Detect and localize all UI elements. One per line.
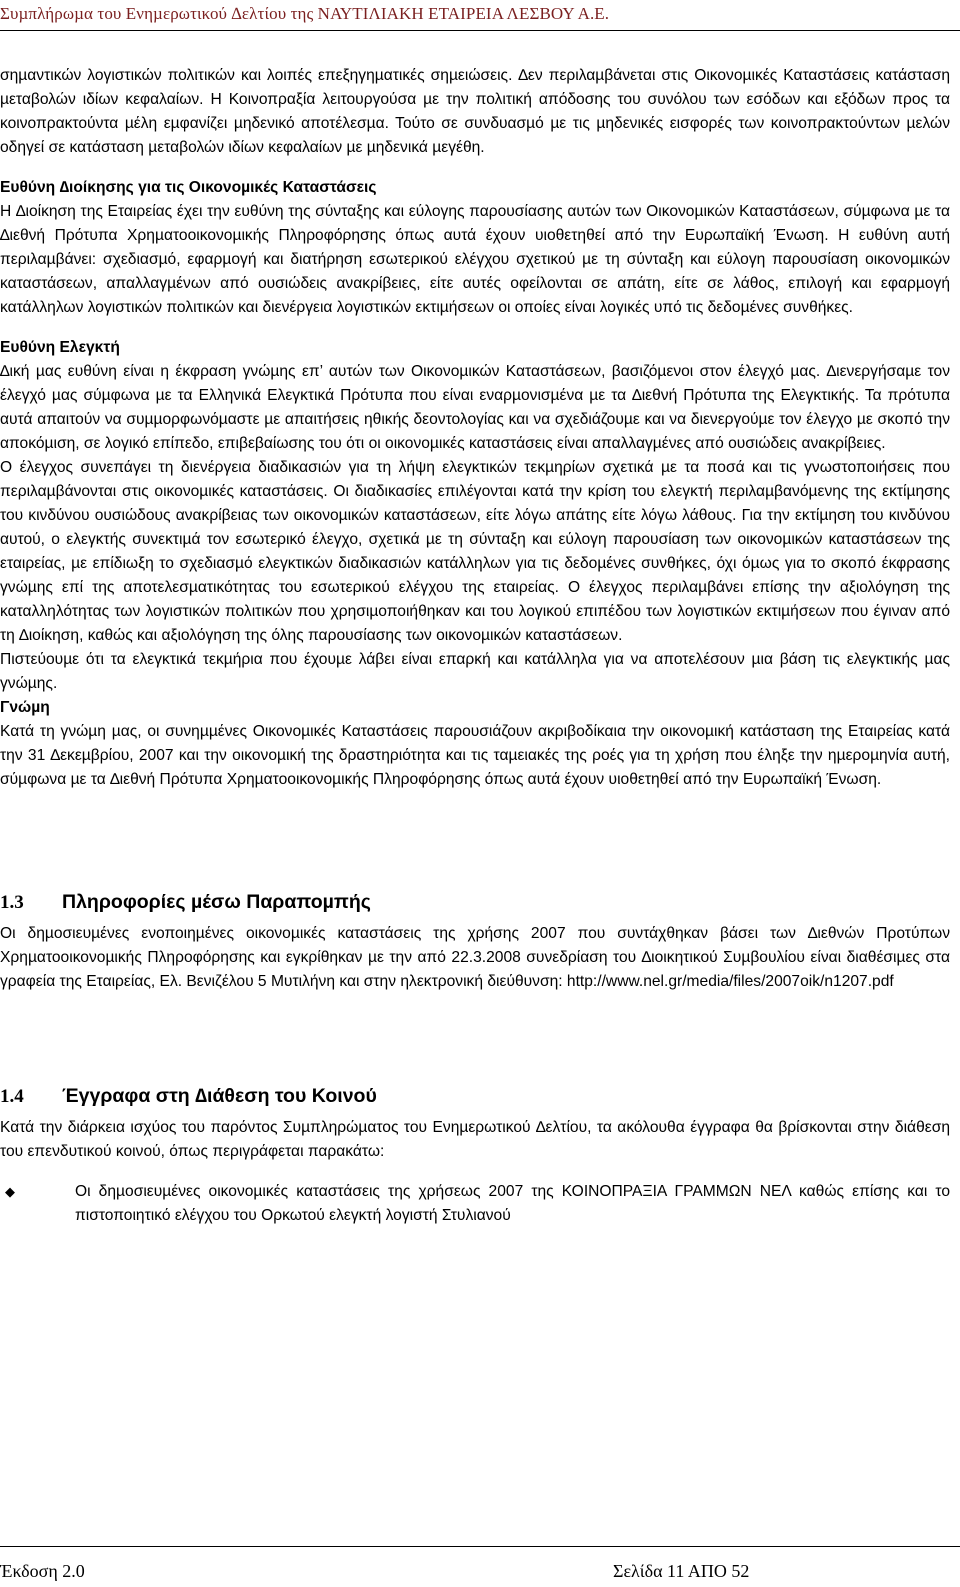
diamond-bullet-icon: ◆ xyxy=(5,1184,15,1199)
opinion-heading: Γνώµη xyxy=(0,699,50,716)
section-1-3-heading xyxy=(0,886,950,918)
section-1-4-heading xyxy=(0,1080,950,1112)
section-1-3-paragraph: Οι δηµοσιευµένες ενοποιηµένες οικονοµικές καταστάσεις της χρήσης 2007 που συντάχθηκαν βάσει των ∆ιεθνών Προτύπων Χρηµατοοικονοµικής Πληροφόρησης και εγκρίθηκαν µε την από 22.3.2008 συνεδρίαση του ∆ιοικητικού Συµβουλίου είναι διαθέσιµες στα γραφεία της Εταιρείας, Ελ. Βενιζέλου 5 Μυτιλήνη και στην ηλεκτρονική διεύθυνση: http://www.nel.gr/media/files/2007oik/n1207.pdf xyxy=(0,925,950,990)
list-item xyxy=(0,1180,950,1228)
page-footer xyxy=(0,1546,960,1587)
management-responsibility-paragraph: Η ∆ιοίκηση της Εταιρείας έχει την ευθύνη της σύνταξης και εύλογης παρουσίασης αυτών των Οικονοµικών Καταστάσεων, σύµφωνα µε τα ∆ιεθνή Πρότυπα Χρηµατοοικονοµικής Πληροφόρησης όπως αυτά έχουν υιοθετηθεί από την Ευρωπαϊκή Ένωση. Η ευθύνη αυτή περιλαµβάνει: σχεδιασµό, εφαρµογή και διατήρηση εσωτερικού ελέγχου σχετικού µε τη σύνταξη και εύλογη παρουσίαση οικονοµικών καταστάσεων, απαλλαγµένων από ουσιώδεις ανακρίβειες, είτε αυτές οφείλονται σε απάτη, είτε σε λάθος, επιλογή και εφαρµογή κατάλληλων λογιστικών πολιτικών και διενέργεια λογιστικών εκτιµήσεων οι οποίες είναι λογικές υπό τις δεδοµένες συνθήκες. xyxy=(0,203,950,316)
opinion-paragraph: Κατά τη γνώµη µας, οι συνηµµένες Οικονοµικές Καταστάσεις παρουσιάζουν ακριβοδίκαια την οικονοµική κατάσταση της Εταιρείας κατά την 31 ∆εκεµβρίου, 2007 και την οικονοµική της δραστηριότητα και τις ταµειακές της ροές για τη χρήση που έληξε την ηµεροµηνία αυτή, σύµφωνα µε τα ∆ιεθνή Πρότυπα Χρηµατοοικονοµικής Πληροφόρησης όπως αυτά έχουν υιοθετηθεί από την Ευρωπαϊκή Ένωση. xyxy=(0,723,950,788)
auditor-responsibility-paragraph-2: Ο έλεγχος συνεπάγει τη διενέργεια διαδικασιών για τη λήψη ελεγκτικών τεκµηρίων σχετικά µε τα ποσά και τις γνωστοποιήσεις που περιλαµβάνονται στις οικονοµικές καταστάσεις. Οι διαδικασίες επιλέγονται κατά την κρίση του ελεγκτή περιλαµβανόµενης της εκτίµησης του κινδύνου ουσιώδους ανακρίβειας των οικονοµικών καταστάσεων, είτε λόγω απάτης είτε λόγω λάθους. Για την εκτίµηση του κινδύνου αυτού, ο ελεγκτής συνεκτιµά τον εσωτερικό έλεγχο, σχετικά µε τη σύνταξη και εύλογη παρουσίαση των οικονοµικών καταστάσεων της εταιρείας, µε επίδιωξη το σχεδιασµό ελεγκτικών διαδικασιών κατάλληλων για τις δεδοµένες συνθήκες, όχι όµως για το σκοπό έκφρασης γνώµης επί της αποτελεσµατικότητας του εσωτερικού ελέγχου της εταιρείας. Ο έλεγχος περιλαµβάνει επίσης την αξιολόγηση της καταλληλότητας των λογιστικών πολιτικών που χρησιµοποιήθηκαν και του λογικού επιπέδου των λογιστικών εκτιµήσεων που έγιναν από τη ∆ιοίκηση, καθώς και αξιολόγηση της όλης παρουσίασης των οικονοµικών καταστάσεων. xyxy=(0,459,950,644)
section-title: Πληροφορίες µέσω Παραποµπής xyxy=(62,891,371,913)
page-number: Σελίδα 11 ΑΠΟ 52 xyxy=(613,1561,750,1581)
document-body xyxy=(0,64,950,1228)
section-1-4-paragraph: Κατά την διάρκεια ισχύος του παρόντος Συµπληρώµατος του Ενηµερωτικού ∆ελτίου, τα ακόλουθα έγγραφα θα βρίσκονται στην διάθεση του επενδυτικού κοινού, όπως περιγράφεται παρακάτω: xyxy=(0,1119,950,1160)
edition-label: Έκδοση 2.0 xyxy=(0,1561,85,1581)
page-header xyxy=(0,0,960,31)
intro-paragraph: σηµαντικών λογιστικών πολιτικών και λοιπές επεξηγηµατικές σηµειώσεις. ∆εν περιλαµβάνεται στις Οικονοµικές Καταστάσεις κατάσταση µεταβολών ιδίων κεφαλαίων. Η Κοινοπραξία λειτουργούσα µε την πολιτική απόδοσης του συνόλου των εσόδων και εξόδων προς τα κοινοπρακτούντα µέλη εµφανίζει µηδενικό αποτέλεσµα. Τούτο σε συνδυασµό µε τις µηδενικές εισφορές των κοινοπρακτούντων µελών οδηγεί σε κατάσταση µεταβολών ιδίων κεφαλαίων µε µηδενικά µεγέθη. xyxy=(0,67,950,156)
auditor-responsibility-paragraph-1: ∆ική µας ευθύνη είναι η έκφραση γνώµης επ’ αυτών των Οικονοµικών Καταστάσεων, βασιζόµενοι στον έλεγχό µας. ∆ιενεργήσαµε τον έλεγχό µας σύµφωνα µε τα Ελληνικά Ελεγκτικά Πρότυπα που είναι εναρµονισµένα µε τα ∆ιεθνή Πρότυπα της Ελεγκτικής. Τα πρότυπα αυτά απαιτούν να συµµορφωνόµαστε µε απαιτήσεις ηθικής δεοντολογίας και να σχεδιάζουµε και να διενεργούµε τον έλεγχο µε σκοπό την αποκόµιση, σε λογικό επίπεδο, επιβεβαίωσης του ότι οι οικονοµικές καταστάσεις είναι απαλλαγµένες από ουσιώδεις ανακρίβειες. xyxy=(0,363,950,452)
section-title: Έγγραφα στη ∆ιάθεση του Κοινού xyxy=(62,1085,377,1107)
management-responsibility-heading: Ευθύνη ∆ιοίκησης για τις Οικονοµικές Καταστάσεις xyxy=(0,179,377,196)
section-number: 1.4 xyxy=(0,1086,24,1107)
list-item-text: Οι δηµοσιευµένες οικονοµικές καταστάσεις της χρήσεως 2007 της ΚΟΙΝΟΠΡΑΞΙΑ ΓΡΑΜΜΩΝ ΝΕΛ καθώς επίσης και το πιστοποιητικό ελέγχου του Ορκωτού ελεγκτή λογιστή Στυλιανού xyxy=(75,1183,950,1224)
section-number: 1.3 xyxy=(0,892,24,913)
auditor-responsibility-heading: Ευθύνη Ελεγκτή xyxy=(0,339,120,356)
document-title: Συµπλήρωµα του Ενηµερωτικού ∆ελτίου της ΝΑΥΤΙΛΙΑΚΗ ΕΤΑΙΡΕΙΑ ΛΕΣΒΟΥ Α.Ε. xyxy=(0,4,610,23)
auditor-responsibility-paragraph-3: Πιστεύουµε ότι τα ελεγκτικά τεκµήρια που έχουµε λάβει είναι επαρκή και κατάλληλα για να αποτελέσουν µια βάση τις ελεγκτικής µας γνώµης. xyxy=(0,651,950,692)
